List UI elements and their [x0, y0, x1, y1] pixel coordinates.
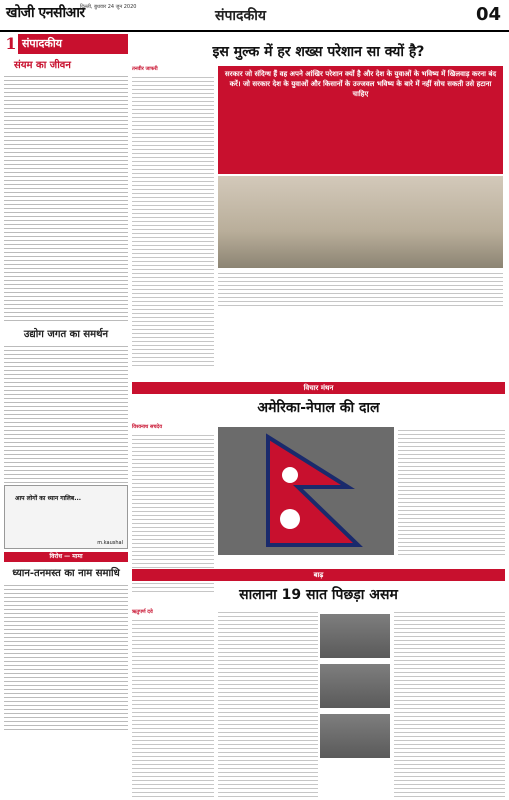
flood-photo-2 — [320, 664, 390, 708]
article-text-5 — [398, 427, 505, 555]
subhead-2: सालाना 19 सात पिछड़ा असम — [239, 587, 398, 603]
date-line: दिल्ली, बुधवार 24 जुन 2020 — [80, 4, 137, 10]
cartoon-caption: आप लोगों का ध्यान गालिब... — [15, 495, 82, 502]
article-text-2 — [218, 270, 503, 306]
left-column — [4, 34, 128, 796]
farmers-photo — [218, 176, 503, 268]
section-banner-2: बाढ़ — [132, 569, 505, 581]
author-byline-3: ऋतुपर्ण दवे — [132, 609, 153, 615]
article-body-3 — [4, 582, 128, 732]
editorial-tag-number: 1 — [5, 34, 17, 53]
editorial-tag — [4, 34, 128, 54]
article-body-1 — [4, 73, 128, 323]
nepal-flag-image — [218, 427, 394, 555]
flood-photo-3 — [320, 714, 390, 758]
author-column — [132, 66, 214, 274]
article-text-6 — [132, 617, 214, 797]
main-column — [132, 34, 505, 796]
author-column-3 — [132, 609, 214, 797]
article-text-3 — [132, 274, 214, 369]
section-title: संपादकीय — [215, 8, 266, 24]
page-number: 04 — [475, 4, 501, 25]
article-text-8 — [394, 609, 505, 799]
author-byline-2: विश्वनाथ सचदेव — [132, 424, 162, 430]
author-byline: तनवीर जाफरी — [132, 66, 158, 72]
masthead — [0, 0, 509, 32]
article-text-7 — [218, 609, 318, 799]
band-label: विरोध — मामा — [4, 552, 128, 562]
article-body-2 — [4, 343, 128, 483]
subhead-1: अमेरिका-नेपाल की दाल — [257, 400, 380, 416]
main-headline: इस मुल्क में हर शख्स परेशान सा क्यों है? — [212, 44, 425, 60]
editorial-tag-label: संपादकीय — [22, 37, 63, 50]
paper-name: खोजी एनसीआर — [6, 5, 85, 21]
article-title-2: उद्योग जगत का समर्थन — [23, 329, 109, 340]
pull-quote: सरकार जो संदिग्ध हैं वह अपने आंखिर परेशान क्यों है और देश के युवाओं के भविष्य में खिलवाड़ करना बंद करें। जो सरकार देश के युवाओं और किसानों के उज्जवल भविष्य के बारे में नहीं सोच सकती उसे हटाना चाहिए — [218, 66, 503, 174]
flood-photo-1 — [320, 614, 390, 658]
article-text — [132, 74, 214, 274]
cartoon-credit: m.kaushal — [97, 540, 123, 546]
article-title-3: ध्यान-तनमस्त का नाम समाधि — [12, 568, 120, 579]
nepal-flag-icon — [218, 427, 394, 555]
author-column-2 — [132, 424, 214, 592]
cartoon — [4, 485, 128, 549]
article-text-4 — [132, 432, 214, 592]
article-title-1: संयम का जीवन — [14, 60, 71, 71]
section-banner-1: विचार मंथन — [132, 382, 505, 394]
